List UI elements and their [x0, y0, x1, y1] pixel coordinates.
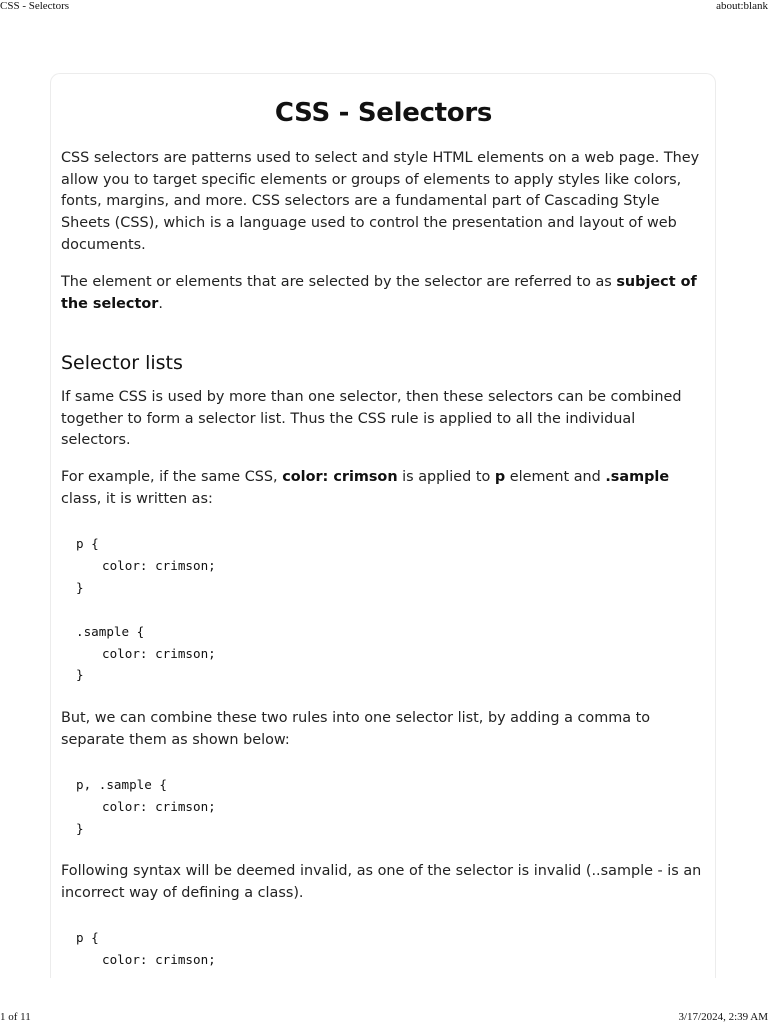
- code-line: }: [76, 667, 84, 683]
- example-text-4: class, it is written as:: [61, 490, 213, 507]
- code-line: color: crimson;: [102, 951, 216, 967]
- code-line: p {: [76, 930, 99, 945]
- example-bold-color: color: crimson: [282, 469, 398, 485]
- print-footer-date: 3/17/2024, 2:39 AM: [678, 1011, 768, 1023]
- code-line: color: crimson;: [102, 557, 216, 573]
- example-text-3: element and: [505, 469, 606, 485]
- code-block-selector-list: [76, 774, 216, 840]
- selector-list-paragraph: If same CSS is used by more than one selector, then these selectors can be combined together to form a selector list. Thus the CSS rule is applied to all the individual selectors.: [61, 389, 682, 449]
- example-bold-p: p: [494, 469, 506, 485]
- subject-text: The element or elements that are selected by the selector are referred to as: [61, 274, 617, 290]
- subject-period: .: [158, 295, 163, 312]
- code-line: color: crimson;: [102, 798, 216, 814]
- code-block-separate-rules: [76, 533, 216, 686]
- example-paragraph: [61, 467, 706, 510]
- code-line: color: crimson;: [102, 645, 216, 661]
- code-line: }: [76, 820, 84, 836]
- invalid-paragraph: Following syntax will be deemed invalid, as one of the selector is invalid (..sample - is an incorrect way of defining a class).: [61, 863, 702, 901]
- print-header-title: CSS - Selectors: [0, 0, 70, 12]
- subject-bold: subject of the selector: [61, 274, 697, 312]
- example-text-1: For example, if the same CSS,: [61, 469, 283, 485]
- example-bold-sample: .sample: [605, 469, 670, 485]
- print-header-url: about:blank: [716, 0, 768, 12]
- combine-paragraph: But, we can combine these two rules into one selector list, by adding a comma to separate them as shown below:: [61, 710, 651, 748]
- example-text-2: is applied to: [397, 469, 495, 485]
- code-line: }: [76, 579, 84, 595]
- intro-paragraph: CSS selectors are patterns used to select and style HTML elements on a web page. They allow you to target specific elements or groups of elements to apply styles like colors, fonts, margins, and more. CSS selectors are a fundamental part of Cascading Style Sheets (CSS), which is a language used to control the presentation and layout of web documents.: [61, 150, 700, 253]
- code-line: p {: [76, 536, 99, 551]
- code-line: .sample {: [76, 623, 145, 639]
- print-footer-page-number: 1 of 11: [0, 1011, 31, 1023]
- subject-paragraph: [61, 272, 706, 315]
- page-title: CSS - Selectors: [274, 98, 493, 128]
- article-card: [50, 73, 716, 978]
- section-heading: Selector lists: [61, 352, 183, 374]
- code-blank-line: [76, 599, 216, 621]
- code-line: p, .sample {: [76, 777, 167, 792]
- code-block-invalid: [76, 927, 216, 971]
